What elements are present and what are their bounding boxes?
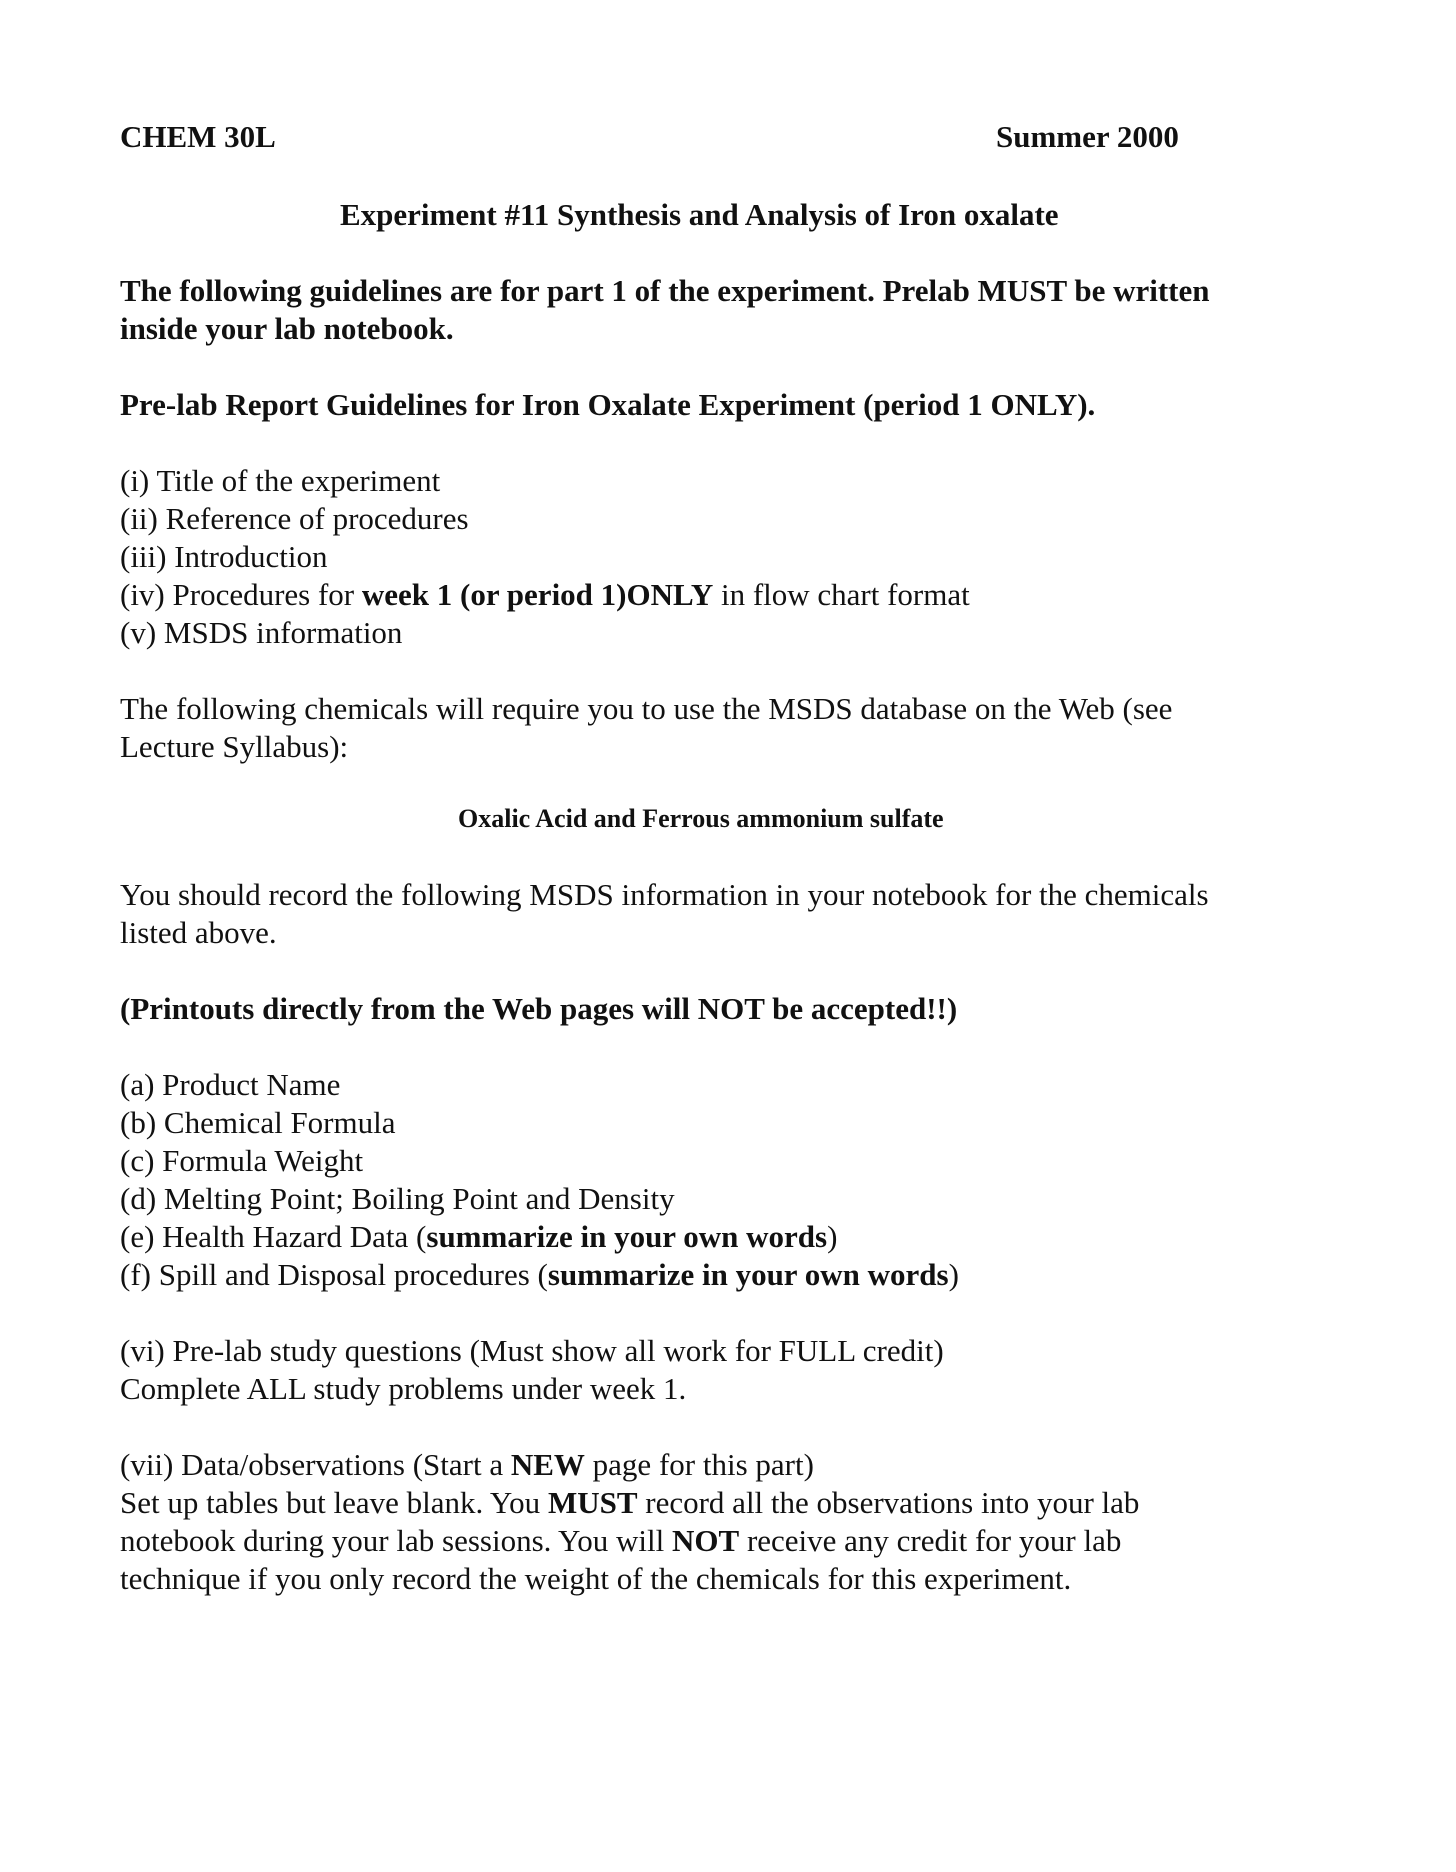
data-obs-line-3 xyxy=(120,1522,1320,1560)
data-obs-line-2-post: record all the observations into your lab xyxy=(637,1485,1140,1520)
chemicals-line: Oxalic Acid and Ferrous ammonium sulfate xyxy=(458,804,944,833)
msds-note-line-2: Lecture Syllabus): xyxy=(120,729,349,764)
intro-paragraph xyxy=(120,272,1320,348)
term: Summer 2000 xyxy=(996,119,1179,154)
data-obs-line-2-pre: Set up tables but leave blank. You xyxy=(120,1485,548,1520)
record-note-line-1: You should record the following MSDS information in your notebook for the chemicals xyxy=(120,877,1209,912)
report-item-iv-pre: (iv) Procedures for xyxy=(120,577,362,612)
data-obs-line-1-bold: NEW xyxy=(510,1447,585,1482)
record-note xyxy=(120,876,1320,952)
printout-warning: (Printouts directly from the Web pages will NOT be accepted!!) xyxy=(120,991,958,1026)
data-obs-line-1-pre: (vii) Data/observations (Start a xyxy=(120,1447,511,1482)
record-note-line-2: listed above. xyxy=(120,915,277,950)
course-code: CHEM 30L xyxy=(120,119,276,154)
msds-item-e-bold: summarize in your own words xyxy=(426,1219,828,1254)
intro-line-1: The following guidelines are for part 1 of the experiment. Prelab MUST be written xyxy=(120,273,1210,308)
experiment-title: Experiment #11 Synthesis and Analysis of Iron oxalate xyxy=(340,197,1059,232)
msds-item-a: (a) Product Name xyxy=(120,1067,341,1102)
intro-line-2: inside your lab notebook. xyxy=(120,311,454,346)
report-item-ii: (ii) Reference of procedures xyxy=(120,501,469,536)
data-obs-line-3-bold: NOT xyxy=(672,1523,740,1558)
study-questions-line-1: (vi) Pre-lab study questions (Must show all work for FULL credit) xyxy=(120,1333,944,1368)
msds-item-f-pre: (f) Spill and Disposal procedures ( xyxy=(120,1257,548,1292)
data-obs-line-2-bold: MUST xyxy=(547,1485,638,1520)
report-item-iii: (iii) Introduction xyxy=(120,539,328,574)
msds-item-f xyxy=(120,1256,1320,1294)
data-obs-line-1-post: page for this part) xyxy=(584,1447,814,1482)
data-observations xyxy=(120,1446,1320,1598)
report-items-list xyxy=(120,462,1320,652)
msds-item-e-post: ) xyxy=(827,1219,838,1254)
report-item-iv-bold: week 1 (or period 1)ONLY xyxy=(361,577,714,612)
study-questions xyxy=(120,1332,1320,1408)
msds-item-f-post: ) xyxy=(948,1257,959,1292)
msds-item-e-pre: (e) Health Hazard Data ( xyxy=(120,1219,427,1254)
report-item-iv xyxy=(120,576,1320,614)
msds-item-c: (c) Formula Weight xyxy=(120,1143,364,1178)
data-obs-line-3-post: receive any credit for your lab xyxy=(739,1523,1122,1558)
data-obs-line-1 xyxy=(120,1446,1320,1484)
msds-note-line-1: The following chemicals will require you to use the MSDS database on the Web (see xyxy=(120,691,1173,726)
msds-note xyxy=(120,690,1320,766)
data-obs-line-2 xyxy=(120,1484,1320,1522)
msds-item-f-bold: summarize in your own words xyxy=(547,1257,949,1292)
report-item-i: (i) Title of the experiment xyxy=(120,463,441,498)
msds-items-list xyxy=(120,1066,1320,1294)
document-page xyxy=(120,118,1320,1598)
msds-item-e xyxy=(120,1218,1320,1256)
data-obs-line-4: technique if you only record the weight of the chemicals for this experiment. xyxy=(120,1561,1072,1596)
document-header xyxy=(120,118,1320,158)
report-item-v: (v) MSDS information xyxy=(120,615,403,650)
msds-item-b: (b) Chemical Formula xyxy=(120,1105,396,1140)
study-questions-line-2: Complete ALL study problems under week 1. xyxy=(120,1371,687,1406)
report-item-iv-post: in flow chart format xyxy=(713,577,970,612)
data-obs-line-3-pre: notebook during your lab sessions. You will xyxy=(120,1523,672,1558)
guidelines-heading: Pre-lab Report Guidelines for Iron Oxalate Experiment (period 1 ONLY). xyxy=(120,387,1096,422)
msds-item-d: (d) Melting Point; Boiling Point and Density xyxy=(120,1181,675,1216)
